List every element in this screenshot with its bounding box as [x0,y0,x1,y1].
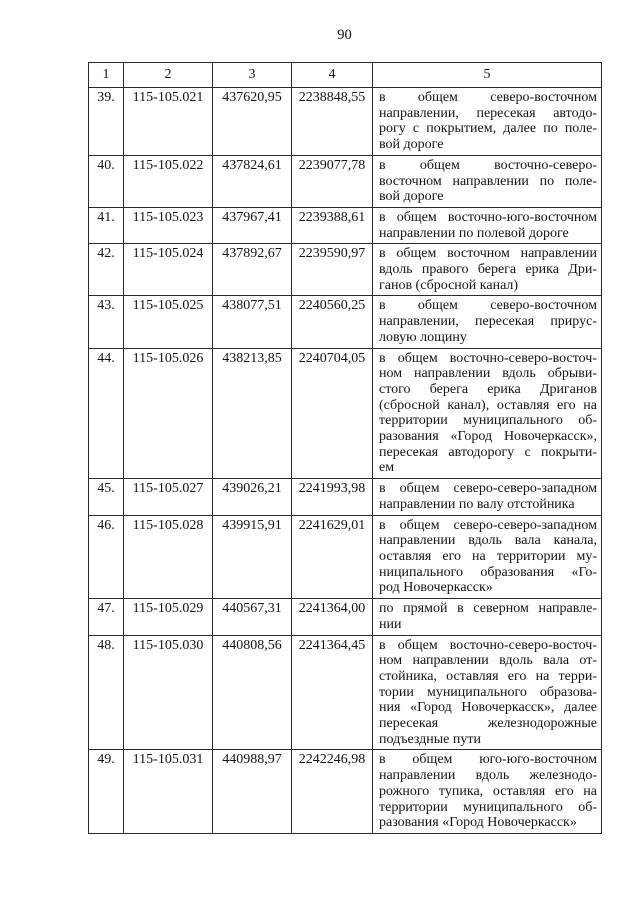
description-line: в общем юго-юго-восточном [379,752,597,768]
description-cell [373,479,602,515]
document-page [88,0,601,905]
point-code-cell: 115-105.024 [124,244,213,296]
description-line: по прямой в северном направле- [379,601,597,617]
point-code-cell: 115-105.028 [124,515,213,599]
description-cell [373,207,602,243]
coordinate-b-cell: 2241993,98 [292,479,373,515]
description-line: ном направлении вдоль вала от- [379,653,597,669]
description-line: в общем северо-северо-западном [379,481,597,497]
row-number-cell: 45. [89,479,124,515]
description-line: направлении, пересекая автодо- [379,105,597,121]
description-line: ния «Город Новочеркасск», далее [379,700,597,716]
description-line: пересекая железнодорожные [379,716,597,732]
coordinate-b-cell: 2240560,25 [292,296,373,348]
row-number-cell: 47. [89,599,124,635]
row-number-cell: 48. [89,635,124,750]
table-row [89,296,602,348]
table-row [89,155,602,207]
coordinate-b-cell: 2241364,00 [292,599,373,635]
coordinate-a-cell: 437620,95 [213,88,292,156]
description-line: в общем северо-восточном [379,90,597,105]
description-line: ном направлении вдоль обрыви- [379,366,597,382]
coordinate-a-cell: 438213,85 [213,348,292,479]
coordinate-b-cell: 2241364,45 [292,635,373,750]
description-line: вой дороге [379,189,444,205]
table-row [89,635,602,750]
coordinate-b-cell: 2239590,97 [292,244,373,296]
row-number-cell: 43. [89,296,124,348]
coordinate-a-cell: 438077,51 [213,296,292,348]
description-line: направлении по валу отстойника [379,496,575,512]
table-row [89,207,602,243]
description-line: направлении вдоль железнодо- [379,768,597,784]
coordinate-b-cell: 2242246,98 [292,750,373,834]
description-line: стого берега ерика Дриганов [379,381,597,397]
point-code-cell: 115-105.031 [124,750,213,834]
description-line: в общем восточно-северо-восточ- [379,350,597,366]
coordinate-a-cell: 440808,56 [213,635,292,750]
header-cell-number: 1 [89,63,124,88]
point-code-cell: 115-105.023 [124,207,213,243]
description-cell [373,635,602,750]
header-cell-coordinate-a: 3 [213,63,292,88]
description-cell [373,296,602,348]
description-line: в общем восточно-юго-восточном [379,209,597,225]
description-line: в общем северо-восточном [379,298,597,314]
page-number: 90 [337,27,352,43]
row-number-cell: 49. [89,750,124,834]
row-number-cell: 44. [89,348,124,479]
table-row [89,599,602,635]
description-line: подъездные пути [379,731,481,747]
table-header-row [89,63,602,88]
row-number-cell: 42. [89,244,124,296]
description-line: в общем восточно-северо- [379,157,597,173]
point-code-cell: 115-105.029 [124,599,213,635]
description-line: территории муниципального об- [379,413,597,429]
coordinate-a-cell: 439026,21 [213,479,292,515]
point-code-cell: 115-105.026 [124,348,213,479]
description-line: тории муниципального образова- [379,684,597,700]
point-code-cell: 115-105.022 [124,155,213,207]
point-code-cell: 115-105.027 [124,479,213,515]
description-cell [373,515,602,599]
description-line: рожного тупика, оставляя его на [379,783,597,799]
table-row [89,515,602,599]
coordinate-b-cell: 2239388,61 [292,207,373,243]
coordinate-a-cell: 439915,91 [213,515,292,599]
coordinate-b-cell: 2239077,78 [292,155,373,207]
header-cell-coordinate-b: 4 [292,63,373,88]
header-cell-point-code: 2 [124,63,213,88]
description-line: ем [379,460,395,476]
description-line: ниципального образования «Го- [379,564,597,580]
description-line: разования «Город Новочеркасск», [379,429,597,445]
row-number-cell: 39. [89,88,124,156]
point-code-cell: 115-105.025 [124,296,213,348]
table-row [89,88,602,156]
row-number-cell: 41. [89,207,124,243]
description-line: направлении вдоль вала канала, [379,533,597,549]
description-line: в общем восточном направлении [379,246,597,262]
description-line: ловую лощину [379,329,467,345]
coordinate-a-cell: 437892,67 [213,244,292,296]
point-code-cell: 115-105.030 [124,635,213,750]
description-line: ганов (сбросной канал) [379,277,519,293]
table-body [89,88,602,834]
row-number-cell: 46. [89,515,124,599]
coordinate-a-cell: 437824,61 [213,155,292,207]
description-line: территории муниципального об- [379,799,597,815]
coordinate-b-cell: 2238848,55 [292,88,373,156]
description-line: пересекая автодорогу с покрыти- [379,444,597,460]
table-row [89,348,602,479]
description-cell [373,88,602,156]
coordinate-b-cell: 2241629,01 [292,515,373,599]
description-line: направлении, пересекая прирус- [379,314,597,330]
description-line: (сбросной канал), оставляя его на [379,397,597,413]
point-code-cell: 115-105.021 [124,88,213,156]
description-line: восточном направлении по поле- [379,173,597,189]
coordinate-a-cell: 440988,97 [213,750,292,834]
description-cell [373,599,602,635]
description-line: разования «Город Новочеркасск» [379,815,577,831]
description-cell [373,155,602,207]
description-line: в общем северо-северо-западном [379,517,597,533]
description-line: рогу с покрытием, далее по поле- [379,121,597,137]
header-cell-description: 5 [373,63,602,88]
description-line: нии [379,616,402,632]
row-number-cell: 40. [89,155,124,207]
description-line: стойника, оставляя его на терри- [379,668,597,684]
description-line: род Новочеркасск» [379,580,493,596]
description-line: вдоль правого берега ерика Дри- [379,262,597,278]
description-cell [373,348,602,479]
description-line: в общем восточно-северо-восточ- [379,637,597,653]
description-line: направлении по полевой дороге [379,225,569,241]
table-row [89,750,602,834]
description-line: оставляя его на территории му- [379,548,597,564]
coordinate-b-cell: 2240704,05 [292,348,373,479]
description-cell [373,750,602,834]
boundary-points-table [88,62,602,834]
table-row [89,479,602,515]
coordinate-a-cell: 437967,41 [213,207,292,243]
description-line: вой дороге [379,137,444,153]
description-cell [373,244,602,296]
table-row [89,244,602,296]
coordinate-a-cell: 440567,31 [213,599,292,635]
